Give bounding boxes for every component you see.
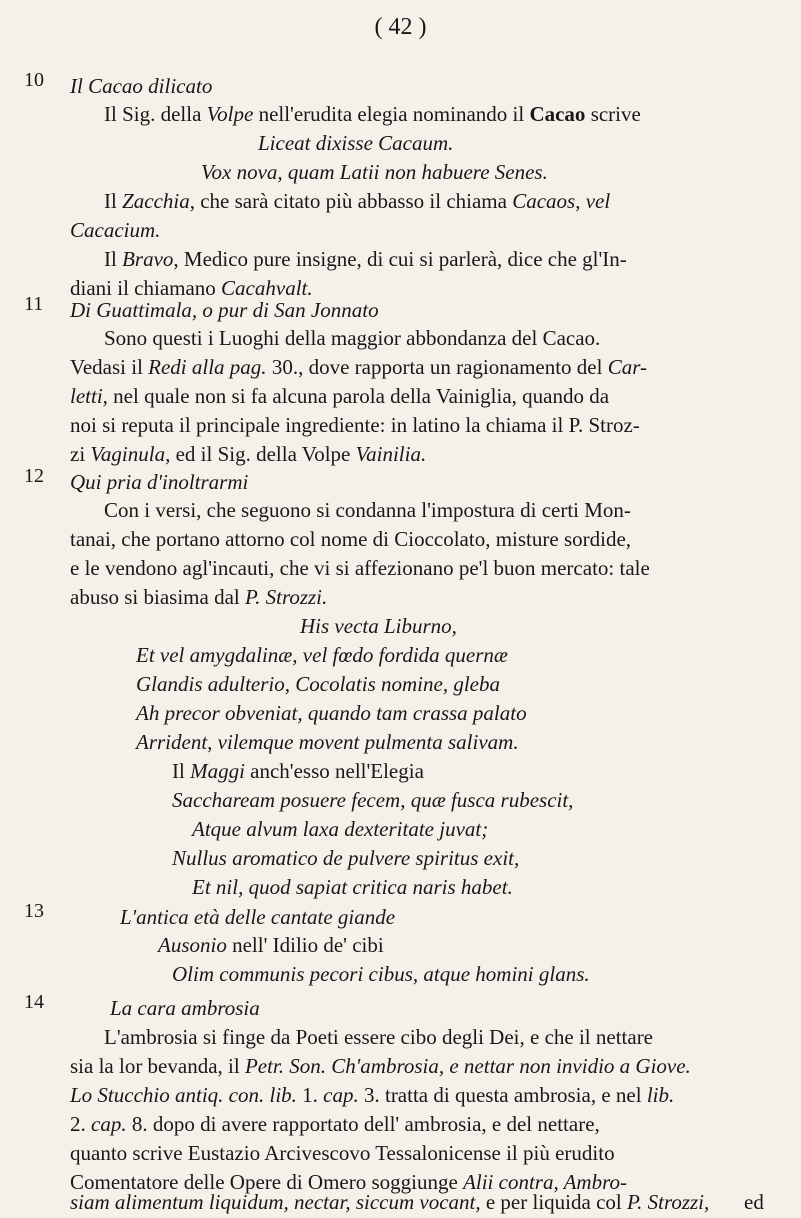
- text-run: P. Strozzi,: [626, 1190, 710, 1214]
- text-run: Arrident, vilemque movent pulmenta salivam.: [136, 730, 519, 754]
- text-run: diani il chiamano: [70, 276, 222, 300]
- text-run: Con i versi, che seguono si condanna l'impostura di certi Mon-: [104, 498, 631, 522]
- text-run: Redi alla pag.: [148, 355, 267, 379]
- text-run: siam alimentum liquidum, nectar, siccum vocant,: [70, 1190, 481, 1214]
- text-run: Olim communis pecori cibus, atque homini glans.: [172, 962, 590, 986]
- body-line: [70, 440, 426, 468]
- text-run: Bravo: [122, 247, 174, 271]
- note-heading: La cara ambrosia: [110, 996, 260, 1020]
- text-run: Vaginula: [90, 442, 166, 466]
- text-run: zi: [70, 442, 91, 466]
- body-line: [70, 1139, 615, 1167]
- body-line: [172, 960, 590, 988]
- body-line: [136, 728, 519, 756]
- text-run: e le vendono agl'incauti, che vi si affezionano pe'l buon mercato: tale: [70, 556, 650, 580]
- text-run: scrive: [585, 102, 641, 126]
- body-line: [172, 757, 424, 785]
- note-number: 11: [24, 293, 44, 315]
- body-line: [104, 245, 627, 273]
- body-line: [70, 1052, 691, 1080]
- text-run: Atque alvum laxa dexteritate juvat;: [192, 817, 489, 841]
- text-run: 1.: [296, 1083, 324, 1107]
- body-line: [70, 554, 650, 582]
- text-run: Cacao: [529, 102, 586, 126]
- text-run: Et vel amygdalinæ, vel fœdo fordida quernæ: [136, 643, 508, 667]
- text-run: Cacahvalt.: [221, 276, 313, 300]
- body-line: [104, 324, 600, 352]
- text-run: Vainilia.: [355, 442, 427, 466]
- body-line: [158, 931, 384, 959]
- body-line: [104, 187, 610, 215]
- note-number: 10: [24, 69, 44, 91]
- text-run: Sono questi i Luoghi della maggior abbondanza del Cacao.: [104, 326, 601, 350]
- body-line: [172, 844, 519, 872]
- body-line: [70, 353, 647, 381]
- body-line: [136, 699, 527, 727]
- body-line: [104, 496, 631, 524]
- page-number: ( 42 ): [374, 14, 427, 40]
- body-line: [70, 1110, 600, 1138]
- text-run: ed: [744, 1190, 764, 1214]
- body-line: [70, 1081, 674, 1109]
- text-run: Car-: [607, 355, 647, 379]
- body-line: [70, 1188, 709, 1216]
- note-heading: Di Guattimala, o pur di San Jonnato: [70, 298, 379, 322]
- text-run: Petr. Son.: [244, 1054, 327, 1078]
- body-line: [258, 129, 453, 157]
- text-run: Nullus aromatico de pulvere spiritus exit,: [172, 846, 520, 870]
- body-line: [744, 1188, 764, 1216]
- body-line: [300, 612, 457, 640]
- text-run: e per liquida col: [480, 1190, 627, 1214]
- body-line: [172, 786, 573, 814]
- text-run: cap.: [323, 1083, 359, 1107]
- text-run: Comentatore delle Opere di Omero soggiunge: [70, 1170, 464, 1194]
- text-run: Cacacium.: [70, 218, 161, 242]
- body-line: [201, 158, 548, 186]
- body-line: [136, 670, 500, 698]
- text-run: 2.: [70, 1112, 91, 1136]
- text-run: Lo Stucchio antiq. con. lib.: [70, 1083, 297, 1107]
- text-run: 8. dopo di avere rapportato dell' ambrosia, e del nettare,: [126, 1112, 600, 1136]
- body-line: [70, 583, 327, 611]
- text-run: lib.: [646, 1083, 675, 1107]
- text-run: Ah precor obveniat, quando tam crassa palato: [136, 701, 527, 725]
- text-run: Alii contra, Ambro-: [463, 1170, 627, 1194]
- text-run: nell' Idilio de' cibi: [226, 933, 384, 957]
- text-run: quanto scrive Eustazio Arcivescovo Tessalonicense il più erudito: [70, 1141, 615, 1165]
- note-heading: L'antica età delle cantate giande: [120, 905, 396, 929]
- text-run: Zacchia: [122, 189, 190, 213]
- text-run: Maggi: [190, 759, 245, 783]
- text-run: , nel quale non si fa alcuna parola della Vainiglia, quando da: [102, 384, 610, 408]
- body-line: [70, 216, 160, 244]
- text-run: L'ambrosia si finge da Poeti essere cibo degli Dei, e che il nettare: [104, 1025, 654, 1049]
- text-run: Il: [172, 759, 191, 783]
- note-heading: Qui pria d'inoltrarmi: [70, 470, 249, 494]
- text-run: Il: [104, 247, 123, 271]
- body-line: [104, 1023, 653, 1051]
- text-run: Ch'ambrosia, e nettar non invidio a Giove.: [331, 1054, 691, 1078]
- note-heading: Il Cacao dilicato: [70, 74, 213, 98]
- text-run: His vecta Liburno,: [300, 614, 457, 638]
- text-run: Liceat dixisse Cacaum.: [258, 131, 454, 155]
- note-number: 13: [24, 900, 44, 922]
- text-run: Vedasi il: [70, 355, 149, 379]
- text-run: ,: [575, 189, 586, 213]
- text-run: P. Strozzi.: [244, 585, 328, 609]
- text-run: sia la lor bevanda, il: [70, 1054, 245, 1078]
- text-run: Vox nova, quam Latii non habuere Senes.: [201, 160, 548, 184]
- body-line: [70, 525, 631, 553]
- text-run: nell'erudita elegia nominando il: [253, 102, 530, 126]
- text-run: , ed il Sig. della Volpe: [165, 442, 356, 466]
- text-run: anch'esso nell'Elegia: [244, 759, 424, 783]
- text-run: Il: [104, 189, 123, 213]
- body-line: [136, 641, 508, 669]
- text-run: , Medico pure insigne, di cui si parlerà, dice che gl'In-: [173, 247, 627, 271]
- body-line: [192, 873, 513, 901]
- text-run: letti: [70, 384, 103, 408]
- text-run: tanai, che portano attorno col nome di Cioccolato, misture sordide,: [70, 527, 632, 551]
- text-run: , che sarà citato più abbasso il chiama: [189, 189, 513, 213]
- body-line: [70, 411, 640, 439]
- text-run: 30., dove rapporta un ragionamento del: [266, 355, 608, 379]
- text-run: 3. tratta di questa ambrosia, e nel: [358, 1083, 647, 1107]
- note-number: 12: [24, 465, 44, 487]
- body-line: [70, 382, 609, 410]
- text-run: abuso si biasima dal: [70, 585, 245, 609]
- text-run: cap.: [91, 1112, 127, 1136]
- text-run: Ausonio: [158, 933, 227, 957]
- text-run: Cacaos: [512, 189, 576, 213]
- text-run: Glandis adulterio, Cocolatis nomine, gleba: [136, 672, 500, 696]
- text-run: Il Sig. della: [104, 102, 207, 126]
- text-run: noi si reputa il principale ingrediente: in latino la chiama il P. Stroz-: [70, 413, 640, 437]
- text-run: vel: [585, 189, 611, 213]
- note-number: 14: [24, 991, 44, 1013]
- text-run: Volpe: [206, 102, 254, 126]
- text-run: Et nil, quod sapiat critica naris habet.: [192, 875, 513, 899]
- text-run: Sacchaream posuere fecem, quæ fusca rubescit,: [172, 788, 574, 812]
- body-line: [192, 815, 488, 843]
- body-line: [104, 100, 641, 128]
